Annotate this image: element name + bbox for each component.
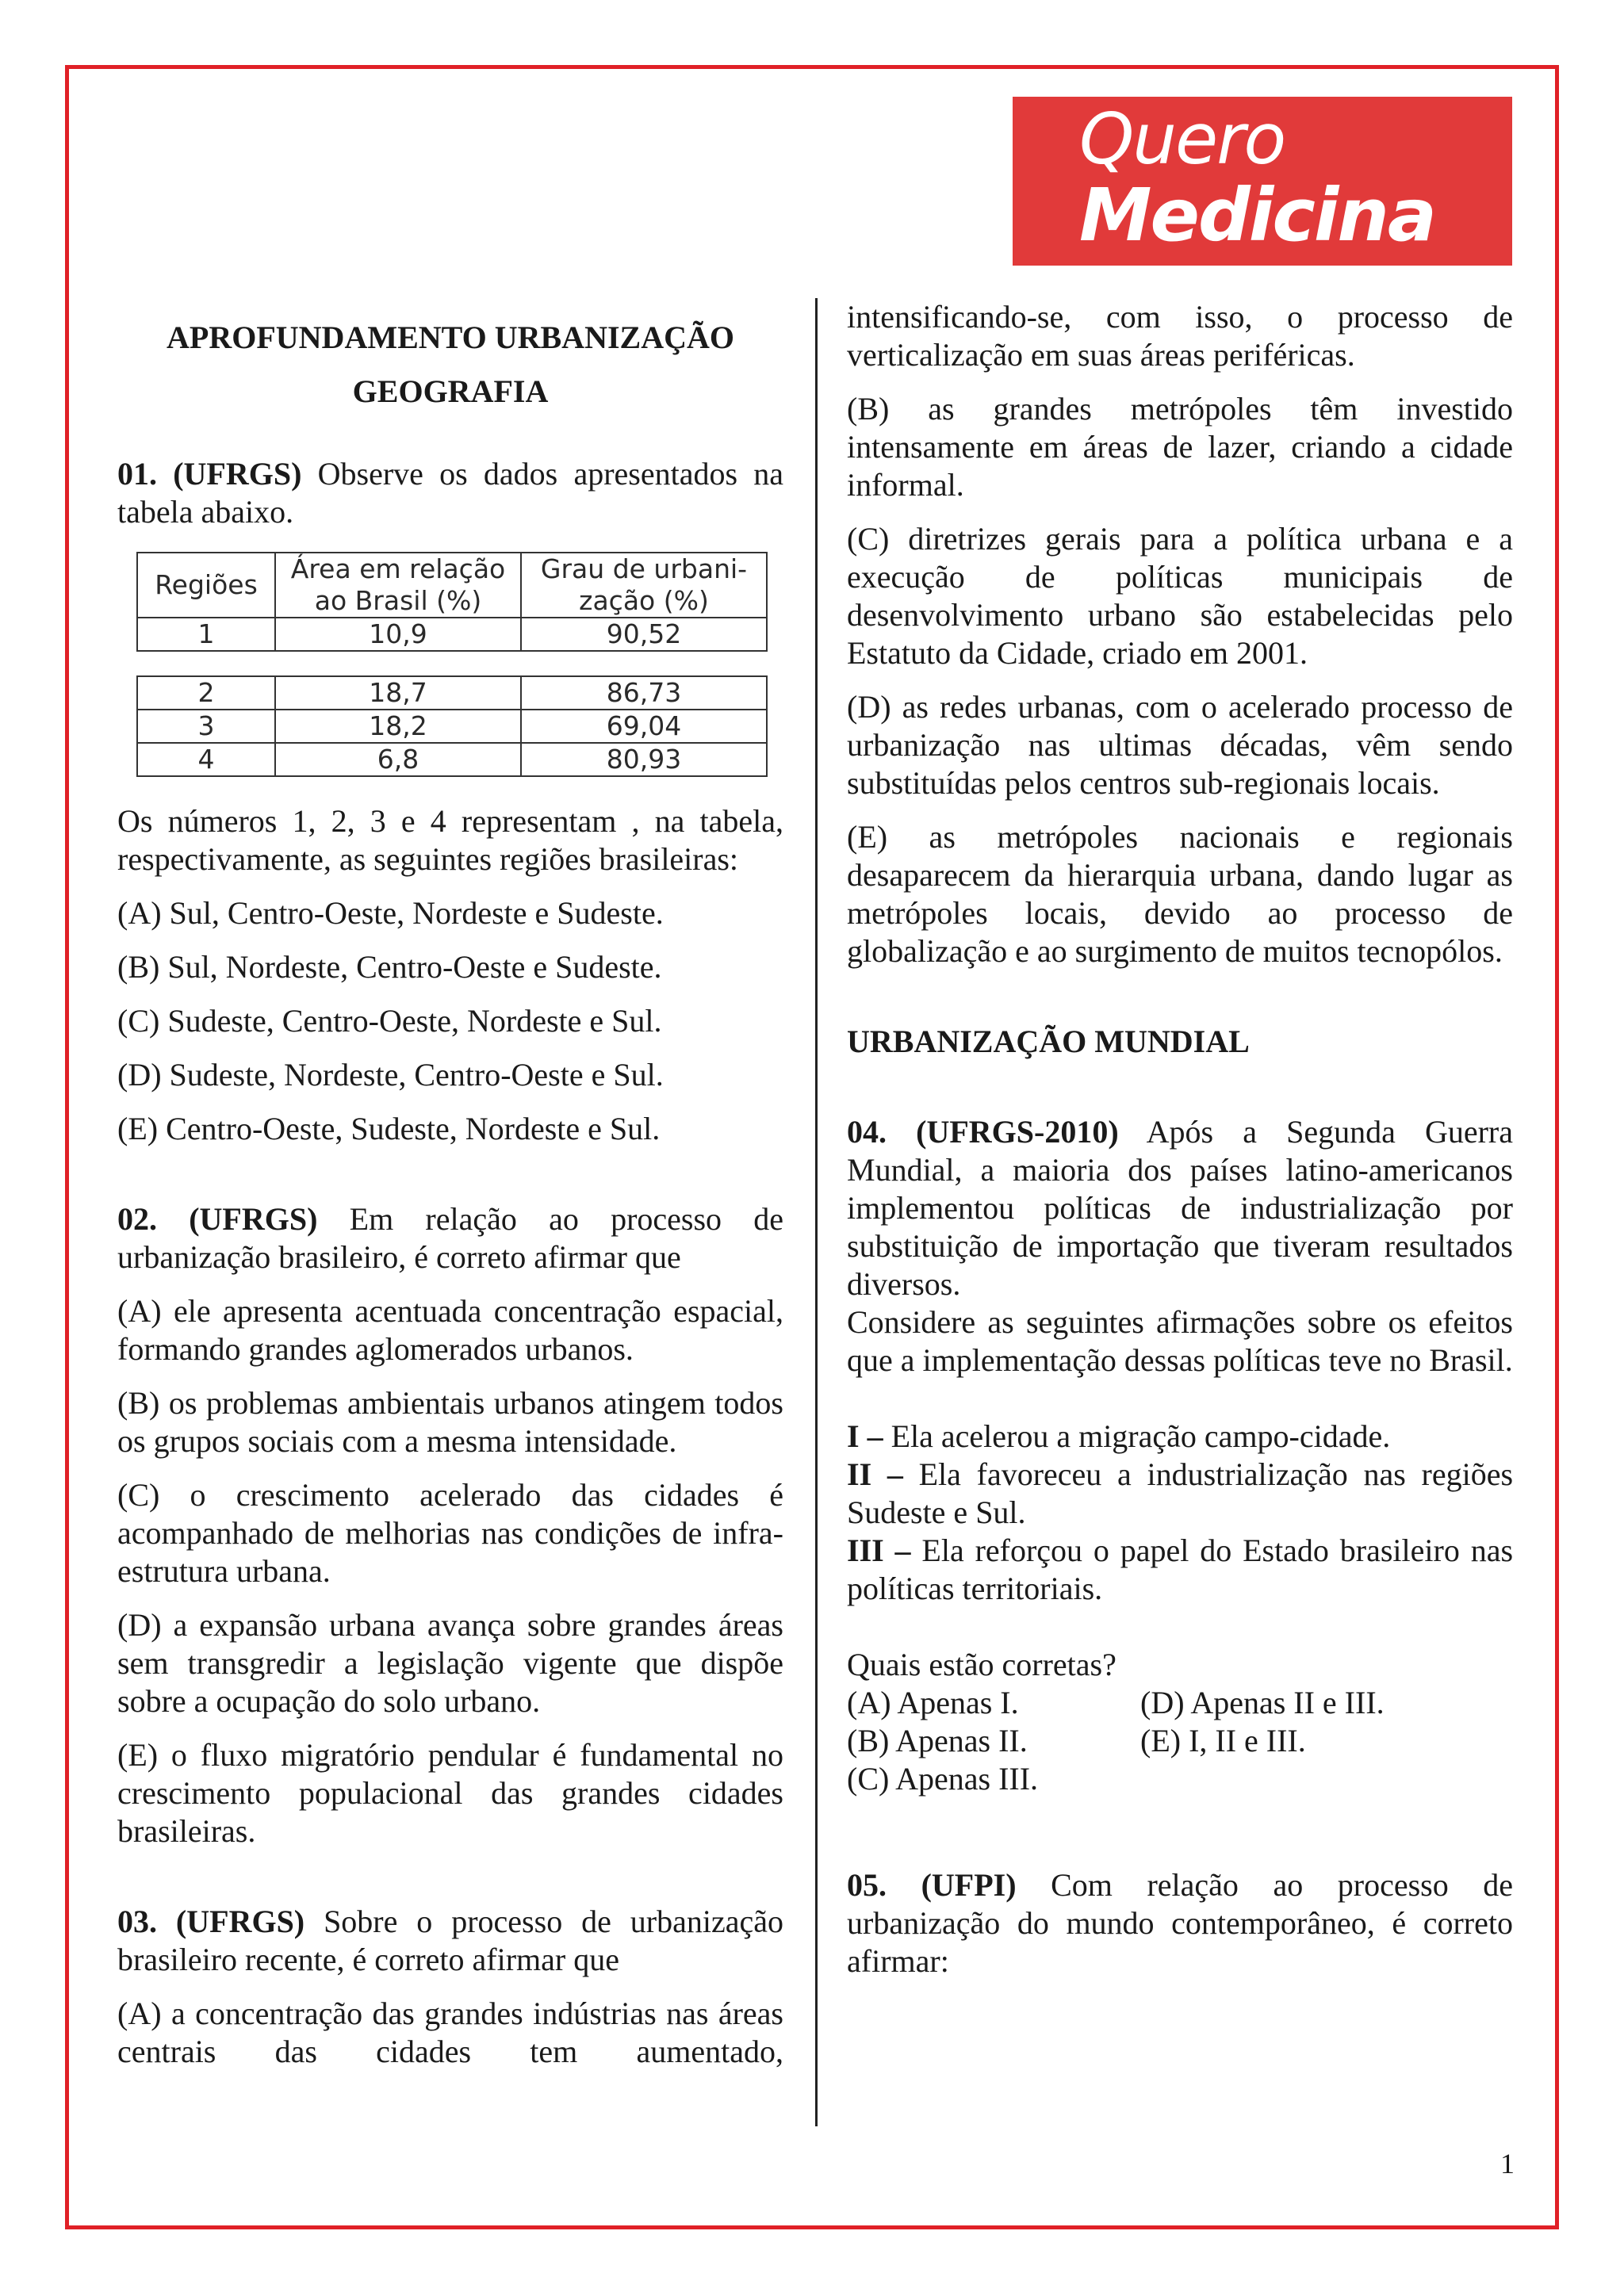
option-d: (D) Apenas II e III. [1140, 1685, 1385, 1720]
question-text: Observe os dados apresentados na tabela abaixo. [117, 456, 784, 530]
question-4-options [847, 1684, 1513, 1798]
table-cell: 4 [137, 743, 275, 776]
table-row [137, 676, 767, 710]
table-header-cell: Grau de urbani-zação (%) [521, 553, 767, 618]
question-text: Sobre o processo de urbanização brasileiro recente, é correto afirmar que [117, 1904, 783, 1977]
question-number: 03. [117, 1904, 157, 1939]
question-2-prompt [117, 1200, 783, 1276]
question-3-prompt [117, 1903, 783, 1979]
option-c: (C) o crescimento acelerado das cidades é acompanhado de melhorias nas condições de infra-estrutura urbana. [117, 1477, 783, 1589]
question-text: Com relação ao processo de urbanização do mundo contemporâneo, é correto afirmar: [847, 1867, 1514, 1979]
table-cell: 1 [137, 618, 275, 651]
option-a: (A) ele apresenta acentuada concentração espacial, formando grandes aglomerados urbanos. [117, 1293, 783, 1367]
document-title [117, 311, 783, 419]
table-cell: 3 [137, 710, 275, 743]
option-c: (C) diretrizes gerais para a política urbana e a execução de políticas municipais de desenvolvimento urbano são estabelecidas pelo Estatuto da Cidade, criado em 2001. [847, 521, 1513, 671]
option-e: (E) o fluxo migratório pendular é fundamental no crescimento populacional das grandes cidades brasileiras. [117, 1737, 783, 1849]
option-c: (C) Apenas III. [847, 1761, 1039, 1797]
question-5-prompt [847, 1866, 1513, 1980]
title-line-1: APROFUNDAMENTO URBANIZAÇÃO [167, 320, 734, 355]
table-row [137, 743, 767, 776]
statement-label: I – [847, 1418, 883, 1454]
option-a: (A) Apenas I. [847, 1685, 1019, 1720]
table-cell: 80,93 [521, 743, 767, 776]
table-cell: 2 [137, 676, 275, 710]
question-1-prompt [117, 455, 783, 531]
section-title: URBANIZAÇÃO MUNDIAL [847, 1024, 1250, 1059]
table-header-cell: Área em relação ao Brasil (%) [275, 553, 521, 618]
option-e: (E) Centro-Oeste, Sudeste, Nordeste e Sul. [117, 1111, 661, 1146]
option-e: (E) as metrópoles nacionais e regionais desaparecem da hierarquia urbana, dando lugar as metrópoles locais, devido ao processo de globalização e ao surgimento de muitos tecnopólos. [847, 819, 1513, 969]
left-column [117, 311, 783, 2087]
question-source: (UFPI) [921, 1867, 1017, 1903]
question-4-text: Quais estão corretas? [847, 1647, 1116, 1682]
option-a: (A) Sul, Centro-Oeste, Nordeste e Sudeste. [117, 895, 664, 931]
quero-medicina-logo [1013, 97, 1512, 266]
title-line-2: GEOGRAFIA [352, 373, 549, 409]
table-row [137, 618, 767, 651]
question-source: (UFRGS) [173, 456, 302, 492]
question-source: (UFRGS) [175, 1904, 305, 1939]
statement-label: II – [847, 1456, 903, 1492]
option-b: (B) os problemas ambientais urbanos atingem todos os grupos sociais com a mesma intensidade. [117, 1385, 783, 1459]
option-b: (B) as grandes metrópoles têm investido intensamente em áreas de lazer, criando a cidade informal. [847, 391, 1513, 503]
question-text: Após a Segunda Guerra Mundial, a maioria dos países latino-americanos implementou políticas de industrialização por substituição de importação que tiveram resultados diversos. [847, 1114, 1514, 1302]
table-cell: 86,73 [521, 676, 767, 710]
option-c: (C) Sudeste, Centro-Oeste, Nordeste e Sul. [117, 1003, 662, 1039]
option-d: (D) a expansão urbana avança sobre grandes áreas sem transgredir a legislação vigente que dispõe sobre a ocupação do solo urbano. [117, 1607, 783, 1719]
right-column [847, 298, 1513, 1996]
table-cell: 10,9 [275, 618, 521, 651]
option-b: (B) Sul, Nordeste, Centro-Oeste e Sudeste. [117, 949, 662, 985]
question-number: 01. [117, 456, 157, 492]
question-source: (UFRGS-2010) [916, 1114, 1119, 1150]
option-a-part-2: intensificando-se, com isso, o processo de verticalização em suas áreas periféricas. [847, 299, 1513, 373]
table-bottom [136, 675, 768, 777]
table-cell: 90,52 [521, 618, 767, 651]
table-cell: 18,7 [275, 676, 521, 710]
option-b: (B) Apenas II. [847, 1723, 1028, 1758]
question-number: 05. [847, 1867, 887, 1903]
page-number: 1 [1500, 2148, 1515, 2179]
option-d: (D) as redes urbanas, com o acelerado processo de urbanização nas ultimas décadas, vêm sendo substituídas pelos centros sub-regionais locais. [847, 689, 1513, 801]
logo-line-2: Medicina [1079, 173, 1435, 258]
question-number: 04. [847, 1114, 887, 1150]
statement-text: Ela acelerou a migração campo-cidade. [891, 1418, 1391, 1454]
table-cell: 18,2 [275, 710, 521, 743]
statement-1 [847, 1418, 1513, 1456]
column-divider [815, 298, 818, 2126]
statement-3 [847, 1532, 1513, 1608]
question-source: (UFRGS) [189, 1201, 318, 1237]
question-4-prompt [847, 1113, 1513, 1303]
question-text: Em relação ao processo de urbanização brasileiro, é correto afirmar que [117, 1201, 783, 1275]
option-e: (E) I, II e III. [1140, 1723, 1306, 1758]
question-4-context: Considere as seguintes afirmações sobre os efeitos que a implementação dessas políticas teve no Brasil. [847, 1304, 1513, 1378]
table-cell: 6,8 [275, 743, 521, 776]
regions-table [136, 552, 768, 777]
question-1-text: Os números 1, 2, 3 e 4 representam , na tabela, respectivamente, as seguintes regiões brasileiras: [117, 803, 783, 877]
option-d: (D) Sudeste, Nordeste, Centro-Oeste e Sul. [117, 1057, 664, 1093]
option-a-part-1: (A) a concentração das grandes indústrias nas áreas centrais das cidades tem aumentado, [117, 1996, 783, 2069]
statement-label: III – [847, 1533, 911, 1568]
statement-text: Ela reforçou o papel do Estado brasileiro nas políticas territoriais. [847, 1533, 1514, 1606]
logo-line-1: Quero [1079, 98, 1285, 180]
question-number: 02. [117, 1201, 157, 1237]
statement-2 [847, 1456, 1513, 1532]
table-header-cell: Regiões [137, 553, 275, 618]
table-top [136, 552, 768, 652]
table-cell: 69,04 [521, 710, 767, 743]
table-header-row [137, 553, 767, 618]
statement-text: Ela favoreceu a industrialização nas regiões Sudeste e Sul. [847, 1456, 1514, 1530]
table-row [137, 710, 767, 743]
